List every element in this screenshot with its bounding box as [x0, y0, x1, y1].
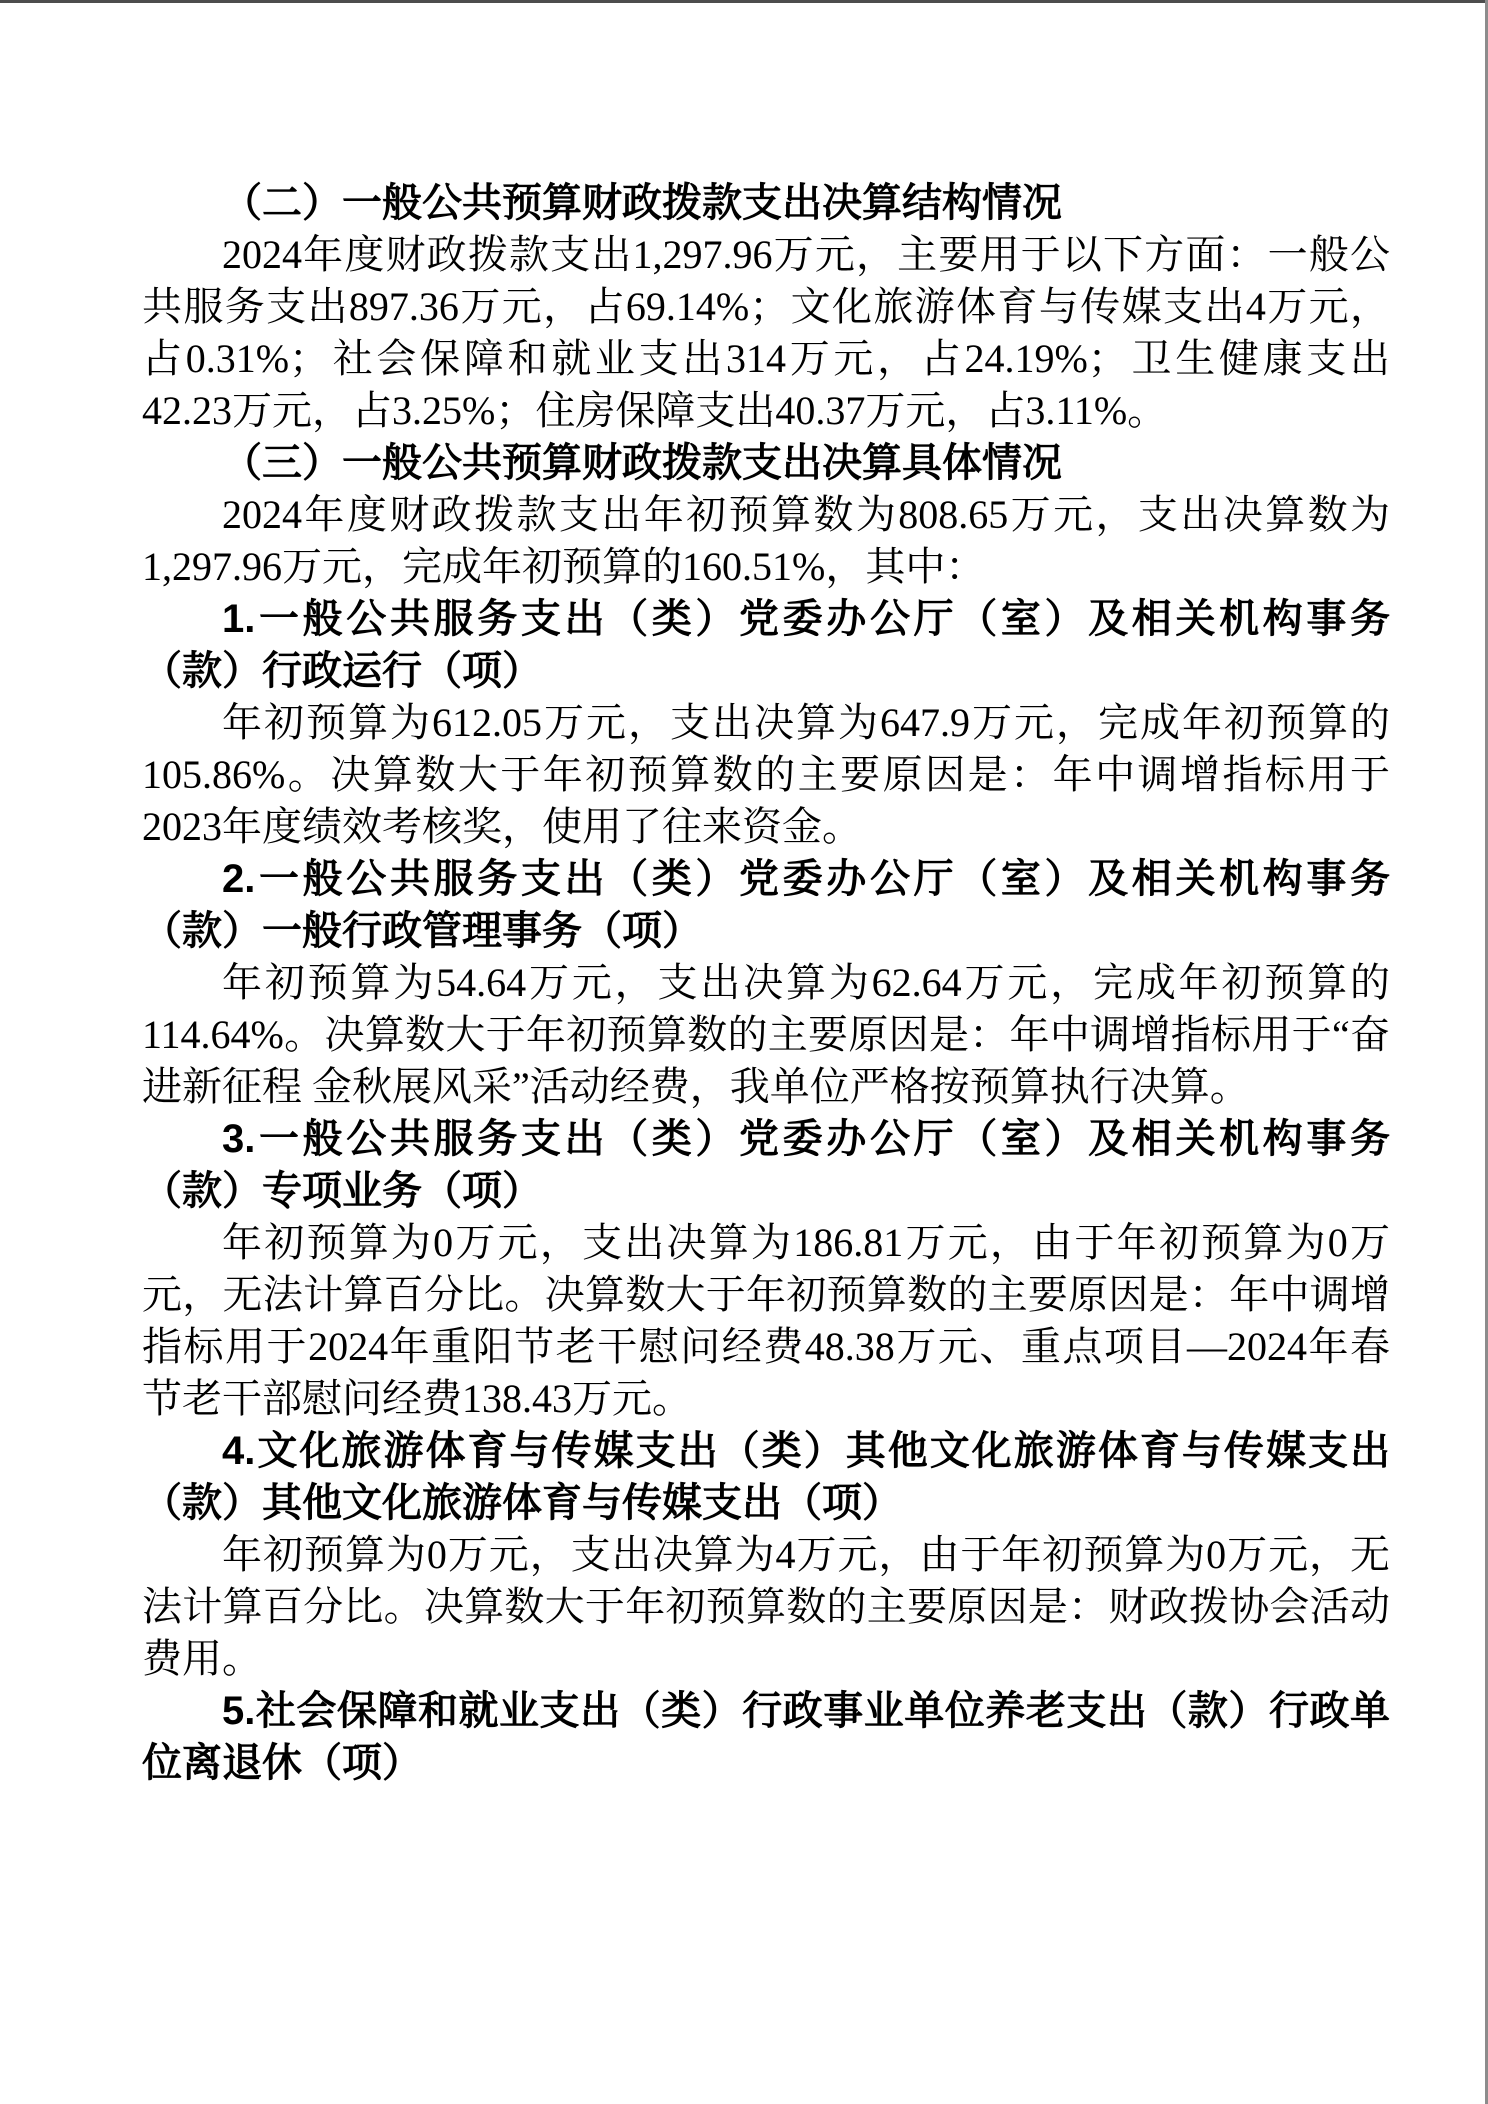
heading-section-2: （二）一般公共预算财政拨款支出决算结构情况 — [222, 181, 1062, 225]
heading-item-5: 5.社会保障和就业支出（类）行政事业单位养老支出（款）行政单位离退休（项） — [142, 1689, 1390, 1785]
para-expenditure-structure: 2024年度财政拨款支出1,297.96万元，主要用于以下方面：一般公共服务支出897.36万元，占69.14%；文化旅游体育与传媒支出4万元，占0.31%；社会保障和就业支出314万元，占24.19%；卫生健康支出42.23万元，占3.25%；住房保障支出40.37万元，占3.11%。 — [142, 232, 1390, 433]
page-top-border — [0, 0, 1488, 3]
heading-section-3: （三）一般公共预算财政拨款支出决算具体情况 — [222, 441, 1062, 485]
para-item-3-detail: 年初预算为0万元，支出决算为186.81万元，由于年初预算为0万元，无法计算百分比。决算数大于年初预算数的主要原因是：年中调增指标用于2024年重阳节老干慰问经费48.38万元、重点项目—2024年春节老干部慰问经费138.43万元。 — [142, 1220, 1390, 1421]
para-item-4-detail: 年初预算为0万元，支出决算为4万元，由于年初预算为0万元，无法计算百分比。决算数大于年初预算数的主要原因是：财政拨协会活动费用。 — [142, 1532, 1390, 1681]
heading-item-3: 3.一般公共服务支出（类）党委办公厅（室）及相关机构事务（款）专项业务（项） — [142, 1117, 1390, 1213]
heading-item-1: 1.一般公共服务支出（类）党委办公厅（室）及相关机构事务（款）行政运行（项） — [142, 597, 1390, 693]
para-detail-overview: 2024年度财政拨款支出年初预算数为808.65万元，支出决算数为1,297.96万元，完成年初预算的160.51%，其中： — [142, 492, 1390, 589]
para-item-2-detail: 年初预算为54.64万元，支出决算为62.64万元，完成年初预算的114.64%。决算数大于年初预算数的主要原因是：年中调增指标用于“奋进新征程 金秋展风采”活动经费，我单位严格按预算执行决算。 — [142, 960, 1390, 1109]
heading-item-2: 2.一般公共服务支出（类）党委办公厅（室）及相关机构事务（款）一般行政管理事务（项） — [142, 857, 1390, 953]
document-body — [142, 177, 1390, 1789]
para-item-1-detail: 年初预算为612.05万元，支出决算为647.9万元，完成年初预算的105.86%。决算数大于年初预算数的主要原因是：年中调增指标用于2023年度绩效考核奖，使用了往来资金。 — [142, 700, 1390, 849]
heading-item-4: 4.文化旅游体育与传媒支出（类）其他文化旅游体育与传媒支出（款）其他文化旅游体育与传媒支出（项） — [142, 1429, 1390, 1525]
